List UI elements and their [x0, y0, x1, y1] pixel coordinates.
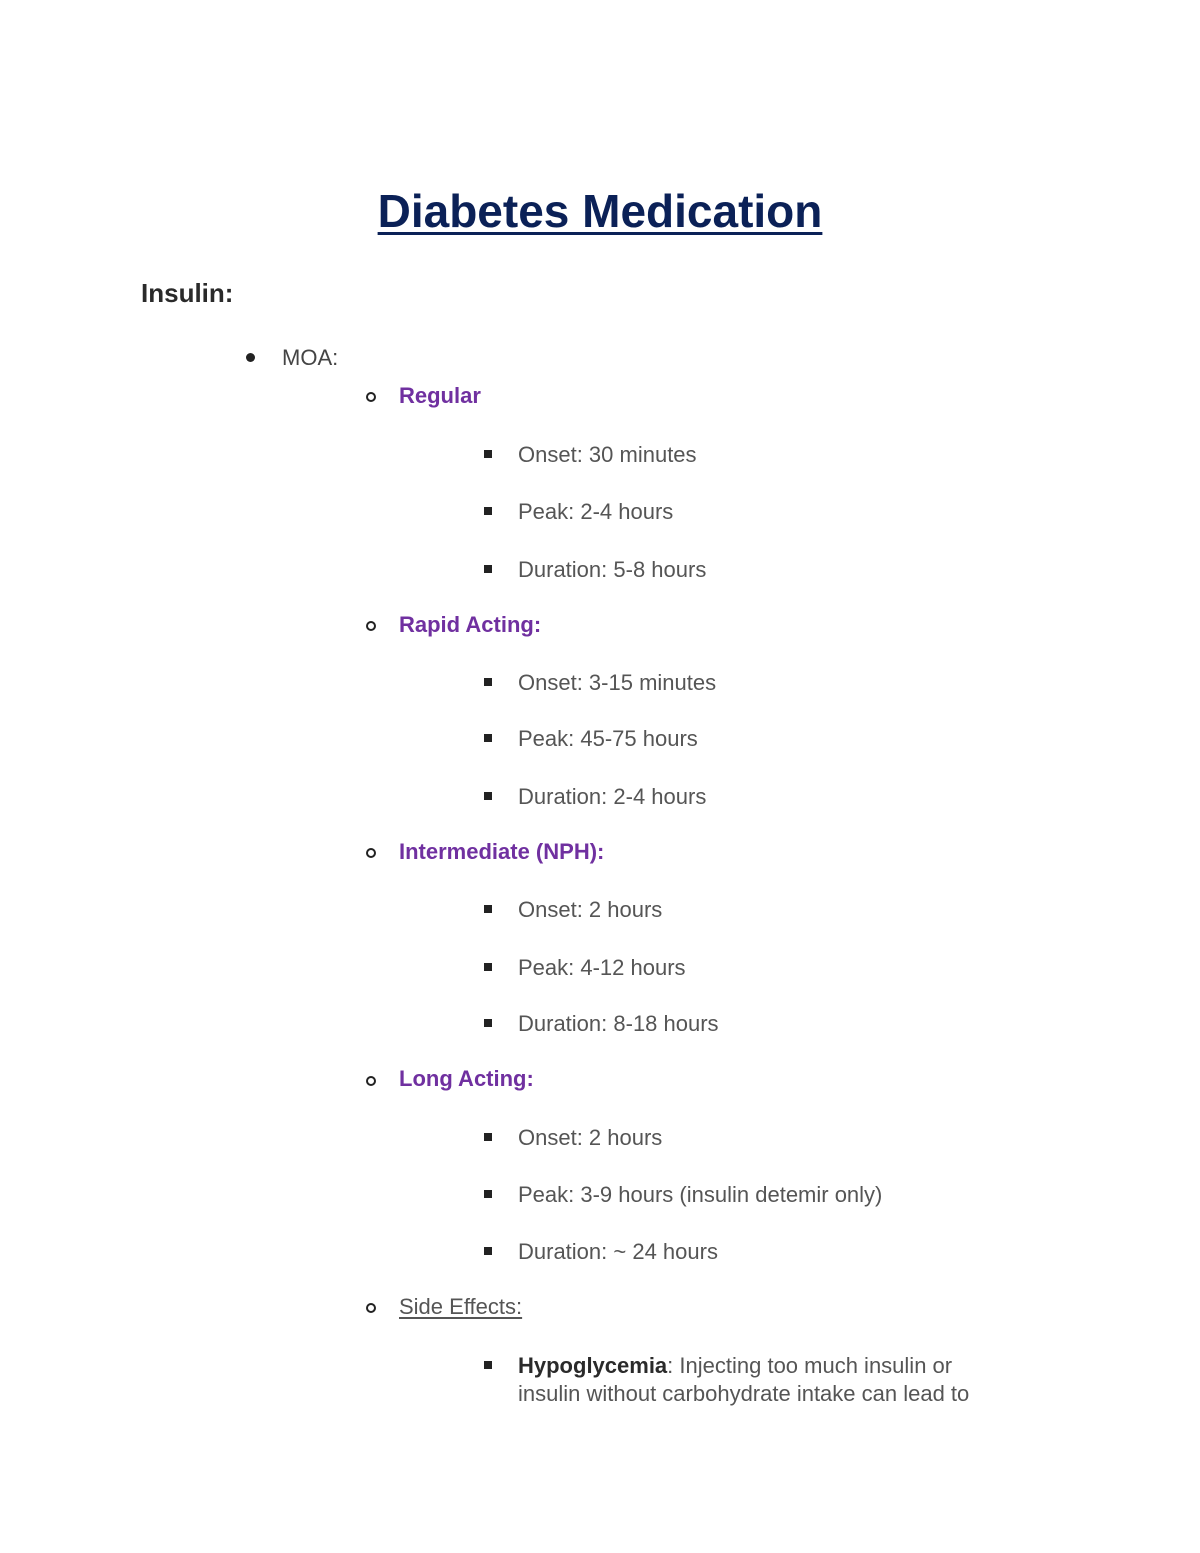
bullet-square-icon	[484, 1019, 492, 1027]
list-item: Duration: 2-4 hours	[518, 784, 707, 809]
moa-label: MOA:	[282, 345, 339, 370]
bullet-square-icon	[484, 792, 492, 800]
bullet-circle-icon	[366, 1303, 376, 1313]
side-effect-description-continued: insulin without carbohydrate intake can lead to	[518, 1381, 970, 1406]
bullet-circle-icon	[366, 1076, 376, 1086]
list-item: Peak: 45-75 hours	[518, 726, 698, 751]
bullet-square-icon	[484, 450, 492, 458]
list-item: Duration: ~ 24 hours	[518, 1239, 718, 1264]
bullet-square-icon	[484, 734, 492, 742]
side-effect-term: Hypoglycemia	[518, 1353, 668, 1378]
bullet-circle-icon	[366, 848, 376, 858]
bullet-square-icon	[484, 1247, 492, 1255]
list-item: Onset: 2 hours	[518, 1125, 663, 1150]
group-label-rapid-acting: Rapid Acting:	[399, 612, 542, 637]
bullet-square-icon	[484, 565, 492, 573]
bullet-square-icon	[484, 1190, 492, 1198]
bullet-circle-icon	[366, 392, 376, 402]
page-title: Diabetes Medication	[377, 185, 823, 237]
bullet-circle-icon	[366, 621, 376, 631]
list-item: Onset: 3-15 minutes	[518, 670, 717, 695]
list-item: Peak: 3-9 hours (insulin detemir only)	[518, 1182, 883, 1207]
bullet-square-icon	[484, 1361, 492, 1369]
bullet-disc-icon	[246, 353, 255, 362]
side-effects-label: Side Effects:	[399, 1294, 523, 1319]
list-item: Duration: 5-8 hours	[518, 557, 707, 582]
bullet-square-icon	[484, 905, 492, 913]
list-item: Duration: 8-18 hours	[518, 1011, 719, 1036]
list-item: Peak: 4-12 hours	[518, 955, 686, 980]
group-label-long-acting: Long Acting:	[399, 1066, 534, 1091]
list-item: Onset: 2 hours	[518, 897, 663, 922]
side-effect-description: : Injecting too much insulin or	[667, 1353, 953, 1378]
side-effect-item	[518, 1352, 952, 1380]
bullet-square-icon	[484, 507, 492, 515]
bullet-square-icon	[484, 678, 492, 686]
list-item: Onset: 30 minutes	[518, 442, 697, 467]
bullet-square-icon	[484, 963, 492, 971]
list-item: Peak: 2-4 hours	[518, 499, 674, 524]
group-label-intermediate: Intermediate (NPH):	[399, 839, 605, 864]
section-heading-insulin: Insulin:	[141, 278, 234, 308]
group-label-regular: Regular	[399, 383, 481, 408]
bullet-square-icon	[484, 1133, 492, 1141]
